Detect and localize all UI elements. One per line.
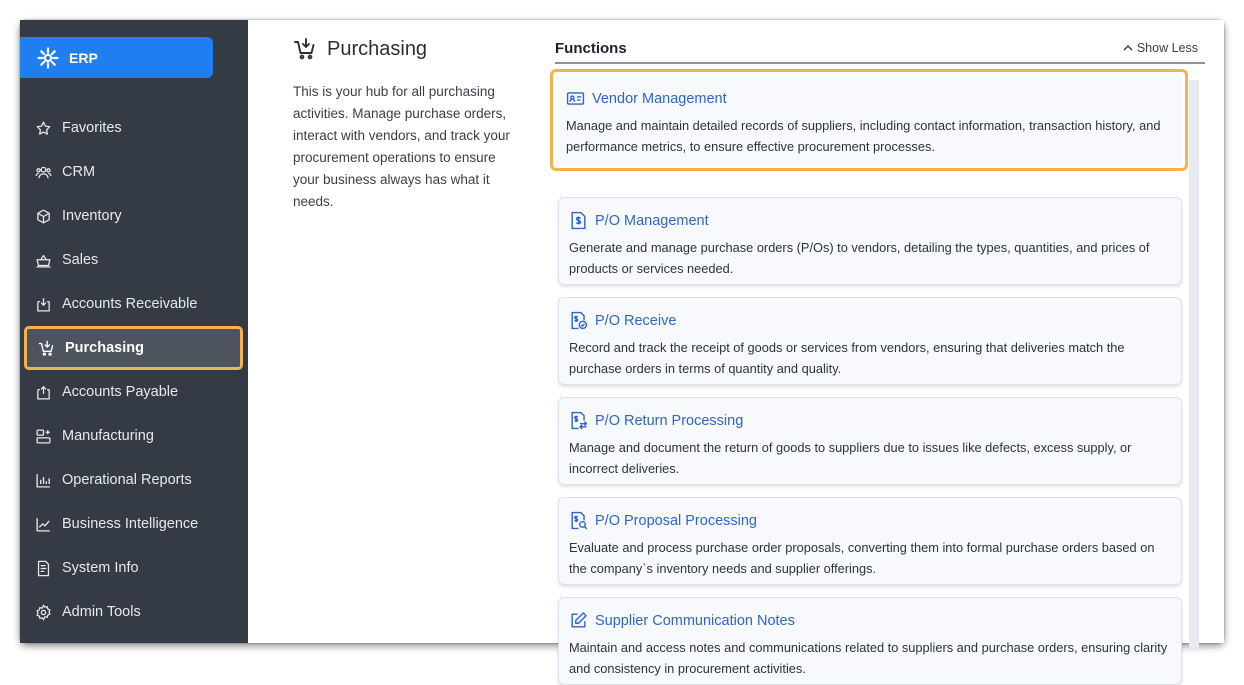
card-title-link[interactable] [569,511,1171,530]
card-title-text: P/O Proposal Processing [595,512,757,529]
functions-list [555,70,1205,676]
sidebar-item-inventory[interactable] [20,194,248,238]
chevron-up-icon [1122,42,1134,54]
sidebar-item-label: Admin Tools [62,604,141,620]
line-chart-icon [35,516,52,533]
sidebar-item-label: Manufacturing [62,428,154,444]
card-description: Record and track the receipt of goods or services from vendors, ensuring that deliveries match the purchase orders in terms of quantity and quality. [569,340,1125,376]
gear-icon [35,604,52,621]
sidebar-item-label: Purchasing [65,340,144,356]
function-card-po-return-processing[interactable] [558,397,1182,485]
card-title-link[interactable] [569,311,1171,330]
users-icon [35,164,52,181]
sidebar-item-accounts-receivable[interactable] [20,282,248,326]
invoice-dollar-icon [569,211,588,230]
sidebar-item-favorites[interactable] [20,106,248,150]
brand-button[interactable] [20,37,213,78]
card-description: Manage and maintain detailed records of suppliers, including contact information, transaction history, and performance metrics, to ensure effective procurement processes. [566,118,1161,154]
sidebar-item-business-intelligence[interactable] [20,502,248,546]
sidebar-item-purchasing[interactable] [24,326,243,370]
edit-note-icon [569,611,588,630]
document-icon [35,560,52,577]
invoice-check-icon [569,311,588,330]
function-card-po-management[interactable] [558,197,1182,285]
card-title-text: Supplier Communication Notes [595,612,795,629]
receive-box-icon [35,296,52,313]
functions-title: Functions [555,40,627,57]
card-title-text: P/O Management [595,212,709,229]
function-card-supplier-communication-notes[interactable] [558,597,1182,685]
sidebar-item-manufacturing[interactable] [20,414,248,458]
sidebar-item-system-info[interactable] [20,546,248,590]
brand-name: ERP [69,49,98,66]
sidebar-item-label: Inventory [62,208,122,224]
sidebar-item-crm[interactable] [20,150,248,194]
sidebar-item-label: Accounts Receivable [62,296,198,312]
bar-chart-icon [35,472,52,489]
sidebar-item-label: Accounts Payable [62,384,179,400]
sidebar-nav [20,106,248,634]
star-icon [35,120,52,137]
sidebar-item-label: Operational Reports [62,472,192,488]
sidebar-item-sales[interactable] [20,238,248,282]
app-window [20,20,1224,676]
card-title-link[interactable] [569,411,1171,430]
sidebar-item-label: Business Intelligence [62,516,199,532]
card-title-text: Vendor Management [592,90,727,107]
cart-download-icon [293,37,317,61]
sidebar-item-label: Sales [62,252,99,268]
invoice-return-icon [569,411,588,430]
page-title-text: Purchasing [327,37,428,60]
card-title-link[interactable] [569,211,1171,230]
card-title-link[interactable] [569,611,1171,630]
invoice-search-icon [569,511,588,530]
sidebar-item-operational-reports[interactable] [20,458,248,502]
sidebar-item-accounts-payable[interactable] [20,370,248,414]
sidebar [20,20,248,643]
sales-basket-icon [35,252,52,269]
cart-download-icon [38,340,55,357]
function-card-po-proposal-processing[interactable] [558,497,1182,585]
sidebar-item-admin-tools[interactable] [20,590,248,634]
card-description: Generate and manage purchase orders (P/Os) to vendors, detailing the types, quantities, and prices of products or services needed. [569,240,1150,276]
card-description: Evaluate and process purchase order proposals, converting them into formal purchase orders based on the company`s inventory needs and supplier offerings. [569,540,1155,576]
erp-logo-icon [36,46,60,70]
show-less-label: Show Less [1136,41,1198,55]
function-card-vendor-management[interactable] [550,69,1188,171]
id-card-icon [566,89,585,108]
sidebar-item-label: System Info [62,560,139,576]
card-description: Manage and document the return of goods to suppliers due to issues like defects, excess supply, or incorrect deliveries. [569,440,1132,476]
payable-box-icon [35,384,52,401]
function-card-po-receive[interactable] [558,297,1182,385]
functions-header [555,40,1205,64]
card-title-text: P/O Return Processing [595,412,744,429]
card-description: Maintain and access notes and communications related to suppliers and purchase orders, ensuring clarity and consistency in procurement activities. [569,640,1168,676]
box-icon [35,208,52,225]
sidebar-item-label: CRM [62,164,96,180]
sidebar-item-label: Favorites [62,120,122,136]
show-less-button[interactable] [1122,41,1198,55]
main-content [248,20,1224,676]
page-title [293,37,427,61]
scrollbar[interactable] [1189,80,1199,650]
factory-icon [35,428,52,445]
page-description: This is your hub for all purchasing activities. Manage purchase orders, interact with vendors, and track your procurement operations to ensure your business always has what it needs. [293,84,510,209]
card-title-text: P/O Receive [595,312,677,329]
card-title-link[interactable] [566,89,1185,108]
